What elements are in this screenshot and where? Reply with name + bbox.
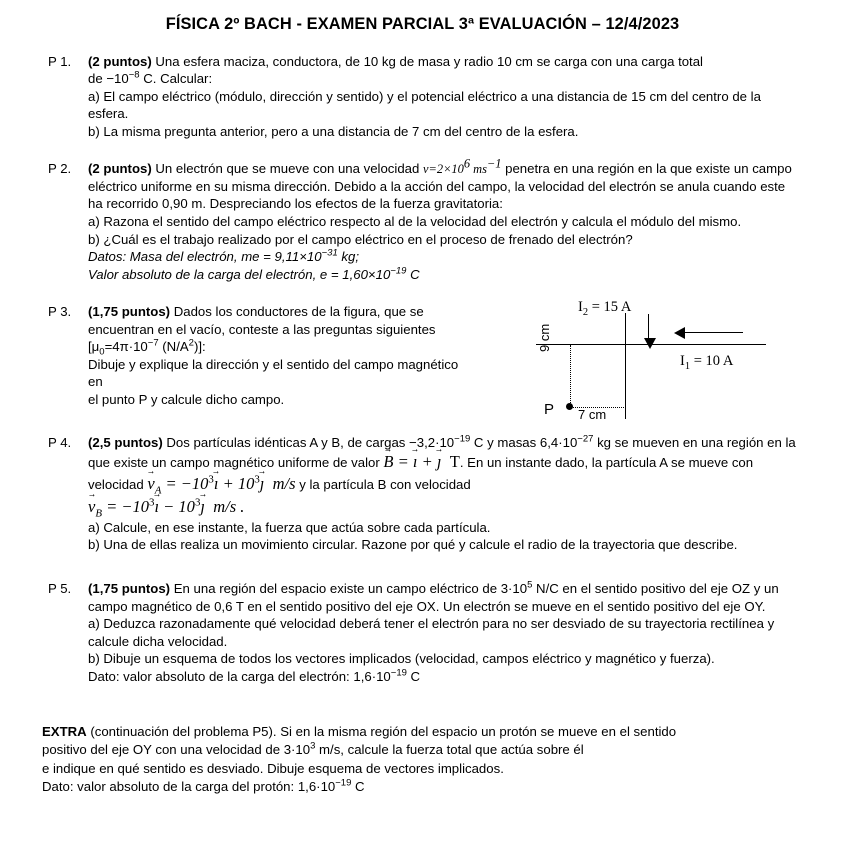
extra-line2-post: m/s, calcule la fuerza total que actúa sobre él bbox=[315, 742, 584, 758]
problem-p3-line4: Dibuje y explique la dirección y el sentido del campo magnético en bbox=[88, 356, 459, 390]
problem-p2-item-a: a) Razona el sentido del campo eléctrico respecto al de la velocidad del electrón y calcula el módulo del mismo. bbox=[88, 214, 742, 230]
p1-charge-pre: de bbox=[88, 71, 107, 87]
p2-datos-charge-pre: Valor absoluto de la carga del electrón, e = 1,60×10 bbox=[88, 266, 391, 282]
p4-field-equation: B → = ı → + ȷ → T bbox=[383, 452, 459, 471]
point-p-marker bbox=[566, 403, 573, 410]
problem-p4 bbox=[0, 434, 845, 554]
p3-mu-exp2: 2 bbox=[188, 337, 194, 349]
problem-p2-label: P 2. bbox=[48, 161, 72, 177]
p2-velocity-power-exp: 6 bbox=[463, 157, 471, 171]
p3-mu-mid: =4π·10 bbox=[104, 339, 148, 355]
problem-p3-constant bbox=[88, 338, 475, 356]
current-arrow-down-icon bbox=[648, 314, 649, 340]
p2-velocity-value: =2 bbox=[428, 162, 444, 177]
p4-intro-post: kg se mueven en una región en la que existe un campo magnético uniforme de valor bbox=[88, 434, 796, 471]
p5-intro-pre: En una región del espacio existe un campo eléctrico de 3·10 bbox=[173, 580, 528, 596]
extra-line4 bbox=[42, 778, 797, 796]
point-p-label: P bbox=[544, 401, 555, 418]
figure-i1-subscript: 1 bbox=[684, 360, 691, 372]
figure-i2-subscript: 2 bbox=[582, 306, 589, 318]
p3-mu-sub: 0 bbox=[99, 346, 105, 358]
p5-dato-exp: −19 bbox=[390, 667, 407, 679]
problem-p3-line1: Dados los conductores de la figura, que se bbox=[173, 304, 424, 320]
p5-field-exp: 5 bbox=[527, 579, 533, 591]
problem-p1-item-a: a) El campo eléctrico (módulo, dirección y sentido) y el potencial eléctrico a una distancia de 15 cm del centro de la esfera. bbox=[88, 88, 761, 122]
extra-line1: (continuación del problema P5). Si en la misma región del espacio un protón se mueve en el sentido bbox=[86, 724, 677, 740]
p2-datos-charge-exp: −19 bbox=[390, 265, 407, 277]
current-arrow-left-icon bbox=[685, 332, 743, 333]
p4-intro-mid: C y masas 6,4·10 bbox=[470, 434, 578, 450]
extra-line3: e indique en qué sentido es desviado. Dibuje esquema de vectores implicados. bbox=[42, 760, 504, 776]
extra-line4-post: C bbox=[351, 778, 365, 794]
problem-p1-points: (2 puntos) bbox=[88, 53, 152, 69]
vertical-wire bbox=[625, 313, 626, 419]
problem-p3-label: P 3. bbox=[48, 304, 72, 320]
extra-line4-pre: Dato: valor absoluto de la carga del protón: 1,6·10 bbox=[42, 778, 336, 794]
p3-mu-post: (N/A bbox=[158, 339, 189, 355]
problem-p5 bbox=[0, 580, 845, 685]
p2-datos-mass-exp: −31 bbox=[321, 247, 338, 259]
figure-i1-symbol: I bbox=[680, 353, 685, 369]
figure-i2-value: = 15 A bbox=[588, 299, 632, 315]
problem-p4-item-b: b) Una de ellas realiza un movimiento circular. Razone por qué y calcule el radio de la trayectoria que describe. bbox=[88, 537, 738, 553]
p3-mu-exp: −7 bbox=[147, 337, 159, 349]
p5-dato-post: C bbox=[406, 668, 421, 684]
extra-heading bbox=[42, 724, 87, 739]
problem-p5-body bbox=[88, 580, 797, 685]
p2-datos-mass-post: kg; bbox=[337, 249, 359, 265]
figure-label-i1 bbox=[680, 352, 733, 371]
p4-charge-exp: −19 bbox=[454, 433, 471, 445]
p2-velocity-unit-exp: −1 bbox=[486, 157, 502, 171]
page-title: FÍSICA 2º BACH - EXAMEN PARCIAL 3ª EVALUACIÓN – 12/4/2023 bbox=[165, 15, 680, 33]
problem-p1-label: P 1. bbox=[48, 53, 72, 69]
problem-p1-body bbox=[88, 53, 797, 141]
problem-p1-charge-line bbox=[88, 70, 797, 88]
problem-p5-dato bbox=[88, 668, 797, 686]
p2-velocity-power-base: ×10 bbox=[443, 162, 464, 177]
p2-velocity-unit: ms bbox=[470, 162, 487, 177]
p4-velocity-b-equation: $v \to_B$ = $-10^3ı$ → − $10^3ȷ \to m/s$ . bbox=[88, 496, 797, 518]
problem-p1-item-b: b) La misma pregunta anterior, pero a una distancia de 7 cm del centro de la esfera. bbox=[88, 123, 579, 139]
extra-line2-pre: positivo del eje OY con una velocidad de 3·10 bbox=[42, 742, 311, 758]
figure-i1-value: = 10 A bbox=[690, 353, 734, 369]
problem-p1 bbox=[0, 53, 845, 141]
problem-p4-body bbox=[88, 434, 797, 554]
problem-p3-line2: encuentran en el vacío, conteste a las preguntas siguientes bbox=[88, 321, 436, 337]
problem-p2-body bbox=[88, 157, 797, 283]
extra-line2 bbox=[42, 741, 797, 759]
problem-p2-points: (2 puntos) bbox=[88, 161, 152, 177]
p4-intro-pre: Dos partículas idénticas A y B, de cargas −3,2·10 bbox=[166, 434, 455, 450]
p1-charge-base: −10 bbox=[106, 71, 129, 87]
problem-p5-points: (1,75 puntos) bbox=[88, 580, 171, 596]
problem-p2-item-b: b) ¿Cuál es el trabajo realizado por el campo eléctrico en el proceso de frenado del electrón? bbox=[88, 231, 633, 247]
problem-p2-intro: Un electrón que se mueve con una velocidad bbox=[155, 161, 423, 177]
problem-p1-text: Una esfera maciza, conductora, de 10 kg de masa y radio 10 cm se carga con una carga total bbox=[155, 53, 703, 69]
extra-section bbox=[0, 723, 845, 796]
problem-p2-datos-charge bbox=[88, 266, 797, 284]
p5-dato-pre: Dato: valor absoluto de la carga del electrón: 1,6·10 bbox=[88, 668, 391, 684]
magnetic-field-figure bbox=[520, 296, 820, 432]
distance-guide-vertical bbox=[570, 345, 571, 407]
p1-charge-exponent: −8 bbox=[128, 69, 140, 81]
extra-heading-text: EXTRA bbox=[42, 724, 87, 740]
extra-line4-exp: −19 bbox=[335, 777, 352, 789]
problem-p4-points: (2,5 puntos) bbox=[88, 434, 163, 450]
p2-datos-charge-post: C bbox=[406, 266, 420, 282]
problem-p3-points: (1,75 puntos) bbox=[88, 304, 171, 320]
problem-p3-line5: el punto P y calcule dicho campo. bbox=[88, 391, 285, 407]
p5-intro-post: N/C en el sentido positivo del eje OZ y un campo magnético de 0,6 T en el sentido positivo del eje OX. Un electrón se mueve en el sentido positivo del eje OY. bbox=[88, 580, 779, 614]
p4-after-va: y la partícula B con velocidad bbox=[295, 476, 471, 492]
p4-velocity-a-equation: $v \to_A$ = $-10^3ı$ → + $10^3ȷ \to m/s$ bbox=[147, 474, 295, 493]
problem-p2-intro2: penetra en una región en la que existe un campo eléctrico uniforme en su misma dirección. Debido a la acción del campo, la velocidad del electrón se anula cuando este ha recorrido 0,90 m. Despreciando los efectos de la fuerza gravitatoria: bbox=[88, 161, 792, 212]
figure-i2-symbol: I bbox=[578, 299, 583, 315]
p4-mass-exp: −27 bbox=[577, 433, 594, 445]
problem-p5-item-a: a) Deduzca razonadamente qué velocidad deberá tener el electrón para no ser desviado de su trayectoria rectilínea y calcule dicha velocidad. bbox=[88, 616, 775, 649]
p3-mu-end: )]: bbox=[193, 339, 206, 355]
p3-mu-pre: [μ bbox=[88, 339, 100, 355]
p1-charge-tail: C. Calcular: bbox=[139, 71, 213, 87]
figure-label-9cm: 9 cm bbox=[537, 323, 552, 352]
problem-p5-label: P 5. bbox=[48, 580, 72, 596]
problem-p4-item-a: a) Calcule, en ese instante, la fuerza que actúa sobre cada partícula. bbox=[88, 519, 491, 535]
p2-velocity-symbol: v bbox=[423, 162, 429, 177]
problem-p5-item-b: b) Dibuje un esquema de todos los vectores implicados (velocidad, campos eléctrico y magnético y fuerza). bbox=[88, 651, 715, 667]
problem-p4-label: P 4. bbox=[48, 434, 72, 450]
problem-p3-body bbox=[88, 303, 475, 408]
figure-label-i2 bbox=[578, 298, 631, 317]
extra-line2-exp: 3 bbox=[310, 741, 316, 753]
figure-label-7cm: 7 cm bbox=[578, 407, 607, 422]
p4-after-field: . En un instante dado, la partícula A se mueve con velocidad bbox=[88, 455, 754, 492]
problem-p2 bbox=[0, 157, 845, 283]
problem-p2-datos-mass bbox=[88, 248, 797, 266]
p2-datos-mass-pre: Datos: Masa del electrón, me = 9,11×10 bbox=[88, 249, 322, 265]
